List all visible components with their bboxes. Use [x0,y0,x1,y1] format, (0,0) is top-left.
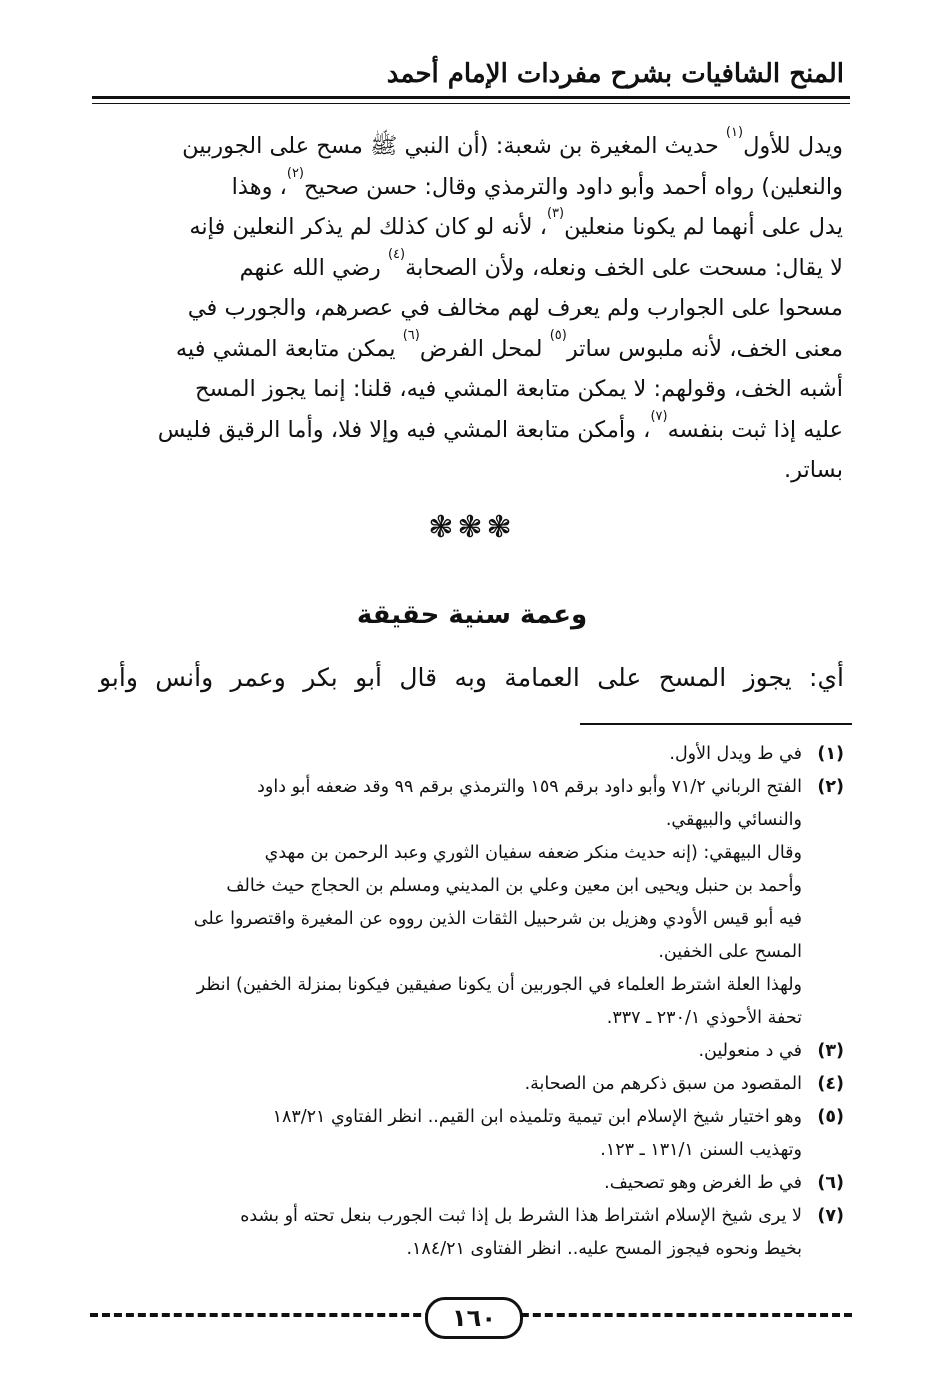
footnote-item [92,771,844,1035]
section-lead-text: أي: يجوز المسح على العمامة وبه قال أبو بكر وعمر وأنس وأبو [99,663,844,692]
body-line [98,167,843,208]
footnote-line: وهو اختيار شيخ الإسلام ابن تيمية وتلميذه ابن القيم.. انظر الفتاوي ١٨٣/٢١ [272,1107,802,1127]
footnote-marker: (٤) [387,247,406,262]
footnote-line: ولهذا العلة اشترط العلماء في الجوربين أن يكونا صفيقين فيكونا بمنزلة الخفين) انظر [196,975,802,995]
footnote-item [92,1101,844,1167]
footnote-marker: (٧) [650,409,668,424]
body-text-segment: والنعلين) رواه أحمد وأبو داود والترمذي وقال: حسن صحيح [304,173,843,200]
footnote-marker: (١) [725,126,744,140]
footnote-paragraph [92,1167,802,1200]
footnote-line: في ط الغرض وهو تصحيف. [604,1173,802,1193]
footnote-paragraph [92,771,802,837]
body-text-segment: لا يقال: مسحت على الخف ونعله، ولأن الصحابة [405,254,843,281]
body-line [98,450,843,491]
footnote-line: في د منعولين. [698,1041,802,1061]
body-text-segment: رضي الله عنهم [239,254,388,281]
footnote-line: المسح على الخفين. [658,942,802,962]
footnote-item [92,1200,844,1266]
footnote-paragraph [92,1200,802,1266]
footnote-item [92,1167,844,1200]
section-heading: وعمة سنية حقيقة [356,600,588,630]
footnote-number: (١) [817,744,844,764]
body-text-segment: يمكن متابعة المشي فيه [175,335,403,362]
footnote-line: المقصود من سبق ذكرهم من الصحابة. [524,1074,802,1094]
footnote-number: (٣) [817,1041,844,1061]
footnote-marker: (٢) [286,166,304,181]
body-text-segment: عليه إذا ثبت بنفسه [667,416,843,443]
body-text-segment: بساتر. [783,457,843,483]
footnote-paragraph [92,969,802,1035]
footnote-marker: (٦) [402,328,420,343]
footnote-line: بخيط ونحوه فيجوز المسح عليه.. انظر الفتاوى ١٨٤/٢١. [406,1239,802,1259]
footnote-paragraph [92,738,802,771]
running-title: المنح الشافيات بشرح مفردات الإمام أحمد [386,59,844,89]
footnote-line: فيه أبو قيس الأودي وهزيل بن شرحبيل الثقات الذين رووه عن المغيرة واقتصروا على [193,909,802,929]
footnote-number: (٤) [817,1074,844,1094]
footnote-line: لا يرى شيخ الإسلام اشتراط هذا الشرط بل إذا ثبت الجورب بنعل تحته أو بشده [240,1206,802,1226]
footnote-paragraph [92,1101,802,1167]
footnote-divider [580,723,852,725]
footnote-line: الفتح الرباني ٧١/٢ وأبو داود برقم ١٥٩ والترمذي برقم ٩٩ وقد ضعفه أبو داود [257,777,802,797]
body-text-segment: معنى الخف، لأنه ملبوس ساتر [566,335,843,362]
footnote-number: (٦) [817,1173,844,1193]
body-line [98,369,843,410]
footnote-item [92,738,844,771]
header-rule-thin [92,103,850,104]
footnote-number: (٧) [817,1206,844,1226]
body-text-segment: حديث المغيرة بن شعبة: (أن النبي ﷺ مسح على الجوربين [182,133,726,159]
section-separator: ❃❃❃ [428,510,516,545]
footnote-item [92,1035,844,1068]
footnote-number: (٢) [817,777,844,797]
footnote-line: وتهذيب السنن ١٣١/١ ـ ١٢٣. [600,1140,802,1160]
footnote-line: وأحمد بن حنبل ويحيى ابن معين وعلي بن المديني ومسلم بن الحجاج حيث خالف [226,876,802,896]
page-number: ١٦٠ [425,1297,523,1339]
footnote-paragraph [92,1035,802,1068]
footnote-line: تحفة الأحوذي ٢٣٠/١ ـ ٣٣٧. [606,1008,802,1028]
body-text-segment: لمحل الفرض [419,335,550,362]
footnote-line: في ط ويدل الأول. [669,744,802,764]
footnote-item [92,1068,844,1101]
body-line [98,126,843,167]
header-rule-thick [92,96,850,99]
body-text-segment: ، وأمكن متابعة المشي فيه وإلا فلا، وأما الرقيق فليس [157,416,651,443]
footnote-marker: (٥) [549,328,567,343]
body-line [98,329,843,370]
body-line [98,248,843,289]
body-text-segment: مسحوا على الجوارب ولم يعرف لهم مخالف في عصرهم، والجورب في [187,295,843,321]
footnote-line: وقال البيهقي: (إنه حديث منكر ضعفه سفيان الثوري وعبد الرحمن بن مهدي [264,843,802,863]
body-text-segment: يدل على أنهما لم يكونا منعلين [564,214,843,240]
body-text-segment: ويدل للأول [743,133,843,159]
body-line [98,207,843,248]
footnote-paragraph [92,837,802,969]
footnote-number: (٥) [817,1107,844,1127]
body-line [98,288,843,329]
footnote-marker: (٣) [546,207,565,221]
footnotes [92,738,844,1266]
body-text-segment: ، لأنه لو كان كذلك لم يذكر النعلين فإنه [189,214,547,240]
main-body-text [98,126,843,491]
body-line [98,410,843,451]
body-text-segment: أشبه الخف، وقولهم: لا يمكن متابعة المشي فيه، قلنا: إنما يجوز المسح [195,376,843,402]
body-text-segment: ، وهذا [231,173,287,200]
footnote-line: والنسائي والبيهقي. [665,810,802,830]
footnote-paragraph [92,1068,802,1101]
